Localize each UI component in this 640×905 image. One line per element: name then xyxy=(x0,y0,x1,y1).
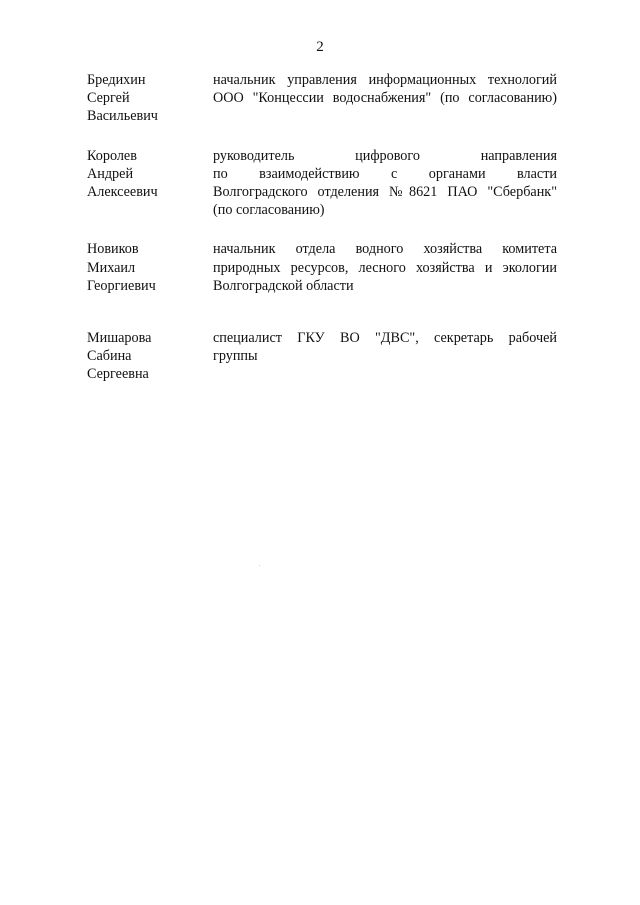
position-line: начальник управления информационных технологий xyxy=(213,72,557,88)
position-line: (по согласованию) xyxy=(213,202,325,219)
member-patronymic: Васильевич xyxy=(87,108,158,125)
position-line: начальник отдела водного хозяйства комитета xyxy=(213,241,557,258)
position-line: ООО "Концессии водоснабжения" (по согласованию) xyxy=(213,90,557,107)
member-first-name: Михаил xyxy=(87,259,136,276)
member-first-name: Сабина xyxy=(87,348,132,365)
member-surname: Мишарова xyxy=(87,330,152,347)
position-line: природных ресурсов, лесного хозяйства и экологии xyxy=(213,259,557,276)
member-entry-novikov xyxy=(87,240,557,295)
member-name xyxy=(87,71,213,126)
member-surname: Новиков xyxy=(87,241,139,258)
member-patronymic: Сергеевна xyxy=(87,366,149,383)
member-entry-korolev xyxy=(87,147,557,220)
member-name xyxy=(87,240,213,295)
position-line: специалист ГКУ ВО "ДВС", секретарь рабочей xyxy=(213,330,557,347)
scan-speck xyxy=(259,565,260,566)
member-patronymic: Георгиевич xyxy=(87,277,156,294)
member-list xyxy=(87,71,557,384)
member-surname: Бредихин xyxy=(87,72,146,88)
member-entry-misharova xyxy=(87,329,557,384)
position-line: группы xyxy=(213,348,258,365)
member-position xyxy=(213,147,557,220)
member-name xyxy=(87,147,213,220)
position-line: Волгоградской области xyxy=(213,277,354,294)
member-surname: Королев xyxy=(87,147,137,164)
position-line: Волгоградского отделения №8621 ПАО "Сбербанк" xyxy=(213,184,557,201)
page-number: 2 xyxy=(316,39,324,55)
position-line: руководитель цифрового направления xyxy=(213,147,557,164)
member-first-name: Андрей xyxy=(87,165,134,182)
position-line: по взаимодействию с органами власти xyxy=(213,165,557,182)
member-position xyxy=(213,329,557,384)
member-name xyxy=(87,329,213,384)
member-position xyxy=(213,240,557,295)
member-position xyxy=(213,71,557,126)
member-first-name: Сергей xyxy=(87,90,130,107)
member-entry-bredikhin xyxy=(87,71,557,126)
member-patronymic: Алексеевич xyxy=(87,184,158,201)
